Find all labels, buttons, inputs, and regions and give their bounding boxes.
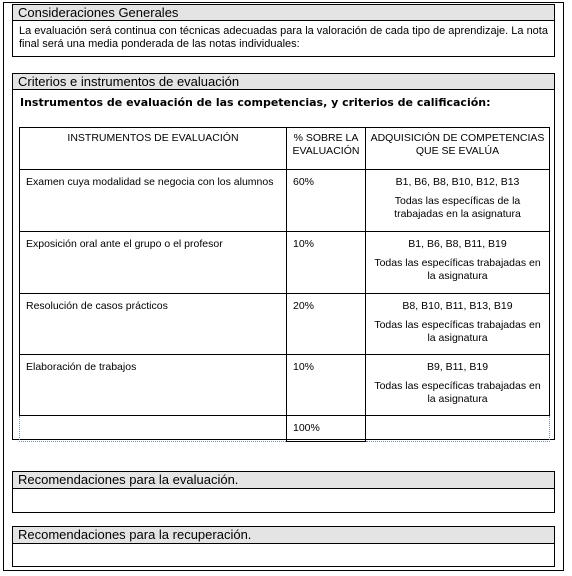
row-codes: B1, B6, B8, B11, B19 xyxy=(408,238,507,250)
general-considerations-header xyxy=(12,4,555,21)
total-percent: 100% xyxy=(287,416,366,442)
row-codes: B9, B11, B19 xyxy=(426,361,489,373)
header-competencies: ADQUISICIÓN DE COMPETENCIAS QUE SE EVALÚA xyxy=(366,128,550,170)
general-considerations-text: La evaluación será continua con técnicas adecuadas para la valoración de cada tipo de aprendizaje. La nota final será una media ponderada de las notas individuales: xyxy=(19,25,548,50)
total-competencies-cell xyxy=(366,416,550,442)
table-row xyxy=(20,170,550,232)
table-row xyxy=(20,232,550,294)
eval-recommendations-box xyxy=(12,489,555,513)
row-description: Todas las específicas de la trabajadas en la asignatura xyxy=(394,195,521,220)
row-description: Todas las específicas trabajadas en la asignatura xyxy=(374,319,541,344)
row-description: Todas las específicas trabajadas en la asignatura xyxy=(374,257,541,282)
general-considerations-box xyxy=(12,21,555,57)
row-instrument: Exposición oral ante el grupo o el profesor xyxy=(20,232,287,294)
general-considerations-title: Consideraciones Generales xyxy=(18,5,179,20)
row-competencies xyxy=(366,232,550,294)
criteria-title: Criterios e instrumentos de evaluación xyxy=(18,74,240,89)
criteria-header xyxy=(12,73,555,90)
eval-recommendations-title: Recomendaciones para la evaluación. xyxy=(18,472,239,487)
header-percent: % SOBRE LA EVALUACIÓN xyxy=(287,128,366,170)
row-codes: B1, B6, B8, B10, B12, B13 xyxy=(395,176,520,188)
row-instrument: Examen cuya modalidad se negocia con los alumnos xyxy=(20,170,287,232)
header-instrument: INSTRUMENTOS DE EVALUACIÓN xyxy=(20,128,287,170)
row-percent: 10% xyxy=(287,355,366,416)
row-percent: 20% xyxy=(287,294,366,355)
recovery-recommendations-title: Recomendaciones para la recuperación. xyxy=(18,527,252,542)
row-instrument: Elaboración de trabajos xyxy=(20,355,287,416)
table-header-row xyxy=(20,128,550,170)
total-label-cell xyxy=(20,416,287,442)
recovery-recommendations-header xyxy=(12,526,555,544)
evaluation-table xyxy=(19,127,550,442)
row-percent: 10% xyxy=(287,232,366,294)
criteria-subtitle: Instrumentos de evaluación de las competencias, y criterios de calificación: xyxy=(20,96,491,109)
eval-recommendations-header xyxy=(12,471,555,489)
row-codes: B8, B10, B11, B13, B19 xyxy=(402,300,513,312)
row-instrument: Resolución de casos prácticos xyxy=(20,294,287,355)
row-percent: 60% xyxy=(287,170,366,232)
row-competencies xyxy=(366,294,550,355)
row-description: Todas las específicas trabajadas en la asignatura xyxy=(374,380,541,405)
row-competencies xyxy=(366,170,550,232)
table-total-row xyxy=(20,416,550,442)
table-row xyxy=(20,294,550,355)
row-competencies xyxy=(366,355,550,416)
table-row xyxy=(20,355,550,416)
recovery-recommendations-box xyxy=(12,544,555,567)
